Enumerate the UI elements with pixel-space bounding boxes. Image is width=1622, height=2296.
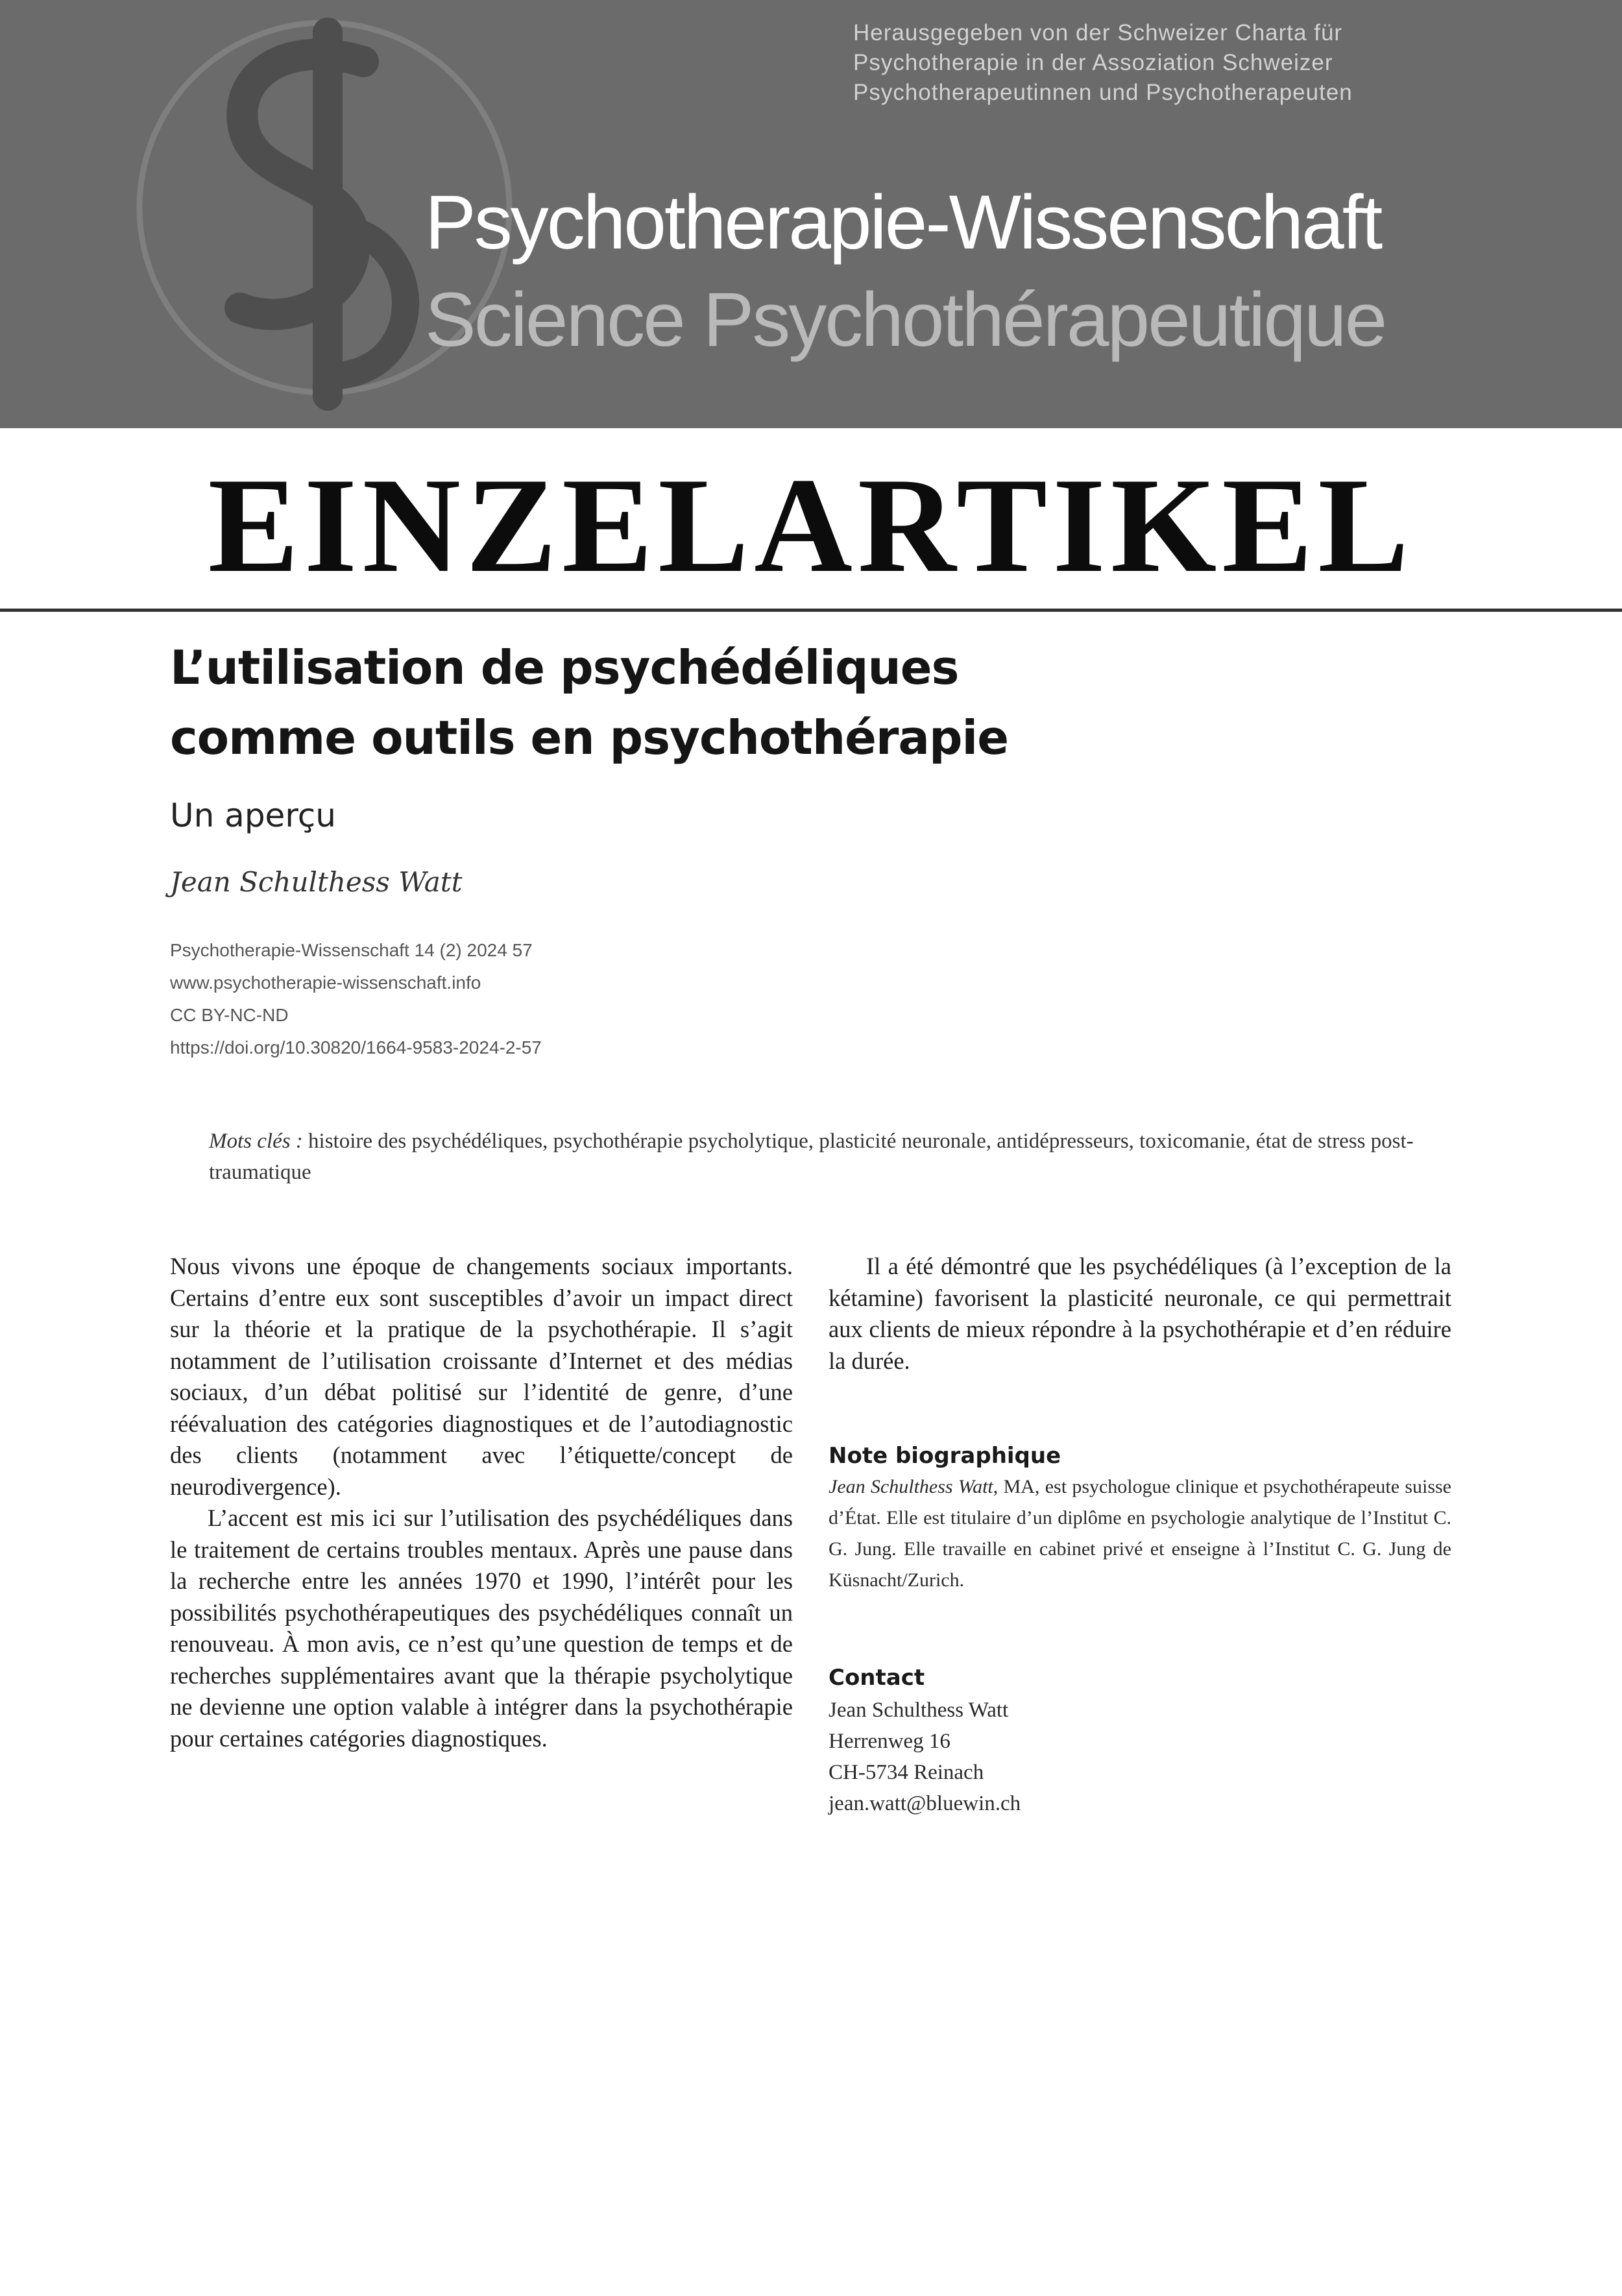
contact-city: CH-5734 Reinach — [829, 1761, 984, 1784]
body-column-left — [170, 1251, 793, 1754]
body-paragraph: L’accent est mis ici sur l’utilisation des psychédéliques dans le traitement de certains troubles mentaux. Après une pause dans la recherche entre les années 1970 et 1990, l’intérêt pour les possibilités psychothérapeutiques des psychédéliques connaît un renouveau. À mon avis, ce n’est qu’une question de temps et de recherches supplémentaires avant que la thérapie psycholytique ne devienne une option valable à intégrer dans la psychothérapie pour certaines catégories diagnostiques. — [170, 1504, 793, 1752]
body-paragraph: Il a été démontré que les psychédéliques (à l’exception de la kétamine) favorisent la plasticité neuronale, ce qui permettrait aux clients de mieux répondre à la psychothérapie et d’en réduire la durée. — [829, 1253, 1451, 1374]
article-title — [170, 633, 1273, 773]
license-label: CC BY-NC-ND — [170, 1005, 289, 1025]
publisher-line: Psychotherapeutinnen und Psychotherapeuten — [853, 80, 1353, 105]
contact-email-link[interactable]: jean.watt@bluewin.ch — [829, 1792, 1021, 1815]
doi-link[interactable]: https://doi.org/10.30820/1664-9583-2024-2-57 — [170, 1037, 542, 1057]
contact-heading: Contact — [829, 1665, 925, 1691]
contact-street: Herrenweg 16 — [829, 1730, 950, 1753]
website-link[interactable]: www.psychotherapie-wissenschaft.info — [170, 973, 481, 993]
contact-name: Jean Schulthess Watt — [829, 1698, 1009, 1722]
bio-author-name: Jean Schulthess Watt — [829, 1476, 993, 1497]
journal-title-fr: Science Psychothérapeutique — [425, 277, 1386, 363]
bio-heading: Note biographique — [829, 1443, 1061, 1469]
citation-block — [170, 934, 949, 1064]
publisher-line: Herausgegeben von der Schweizer Charta für — [853, 20, 1343, 45]
publisher-note — [853, 18, 1437, 108]
publisher-line: Psychotherapie in der Assoziation Schweizer — [853, 50, 1333, 75]
journal-header — [0, 0, 1622, 428]
body-column-right — [829, 1251, 1451, 1377]
keywords-label: Mots clés : — [209, 1130, 303, 1153]
divider-rule — [0, 609, 1622, 612]
journal-title-de: Psychotherapie-Wissenschaft — [425, 180, 1381, 265]
keywords — [209, 1126, 1429, 1188]
article-author: Jean Schulthess Watt — [170, 866, 463, 898]
article-subtitle: Un aperçu — [170, 797, 336, 834]
citation-line: Psychotherapie-Wissenschaft 14 (2) 2024 57 — [170, 940, 533, 960]
bio-text — [829, 1471, 1451, 1596]
bio-body: , MA, est psychologue clinique et psychothérapeute suisse d’État. Elle est titulaire d’un diplôme en psychologie analytique de l’Institut C. G. Jung. Elle travaille en cabinet privé et enseigne à l’Institut C. G. Jung de Küsnacht/Zurich. — [829, 1476, 1452, 1591]
keywords-text: histoire des psychédéliques, psychothérapie psycholytique, plasticité neuronale, antidépresseurs, toxicomanie, état de stress post-traumatique — [209, 1130, 1414, 1184]
body-paragraph: Nous vivons une époque de changements sociaux importants. Certains d’entre eux sont susceptibles d’avoir un impact direct sur la théorie et la pratique de la psychothérapie. Il s’agit notamment de l’utilisation croissante d’Internet et des médias sociaux, d’un débat politisé sur l’identité de genre, d’une réévaluation des catégories diagnostiques et de l’autodiagnostic des clients (notamment avec l’étiquette/concept de neurodivergence). — [170, 1253, 793, 1500]
article-type-banner: EINZELARTIKEL — [208, 450, 1414, 601]
contact-block — [829, 1695, 1412, 1819]
article-title-line: comme outils en psychothérapie — [170, 710, 1009, 765]
article-title-line: L’utilisation de psychédéliques — [170, 640, 959, 695]
